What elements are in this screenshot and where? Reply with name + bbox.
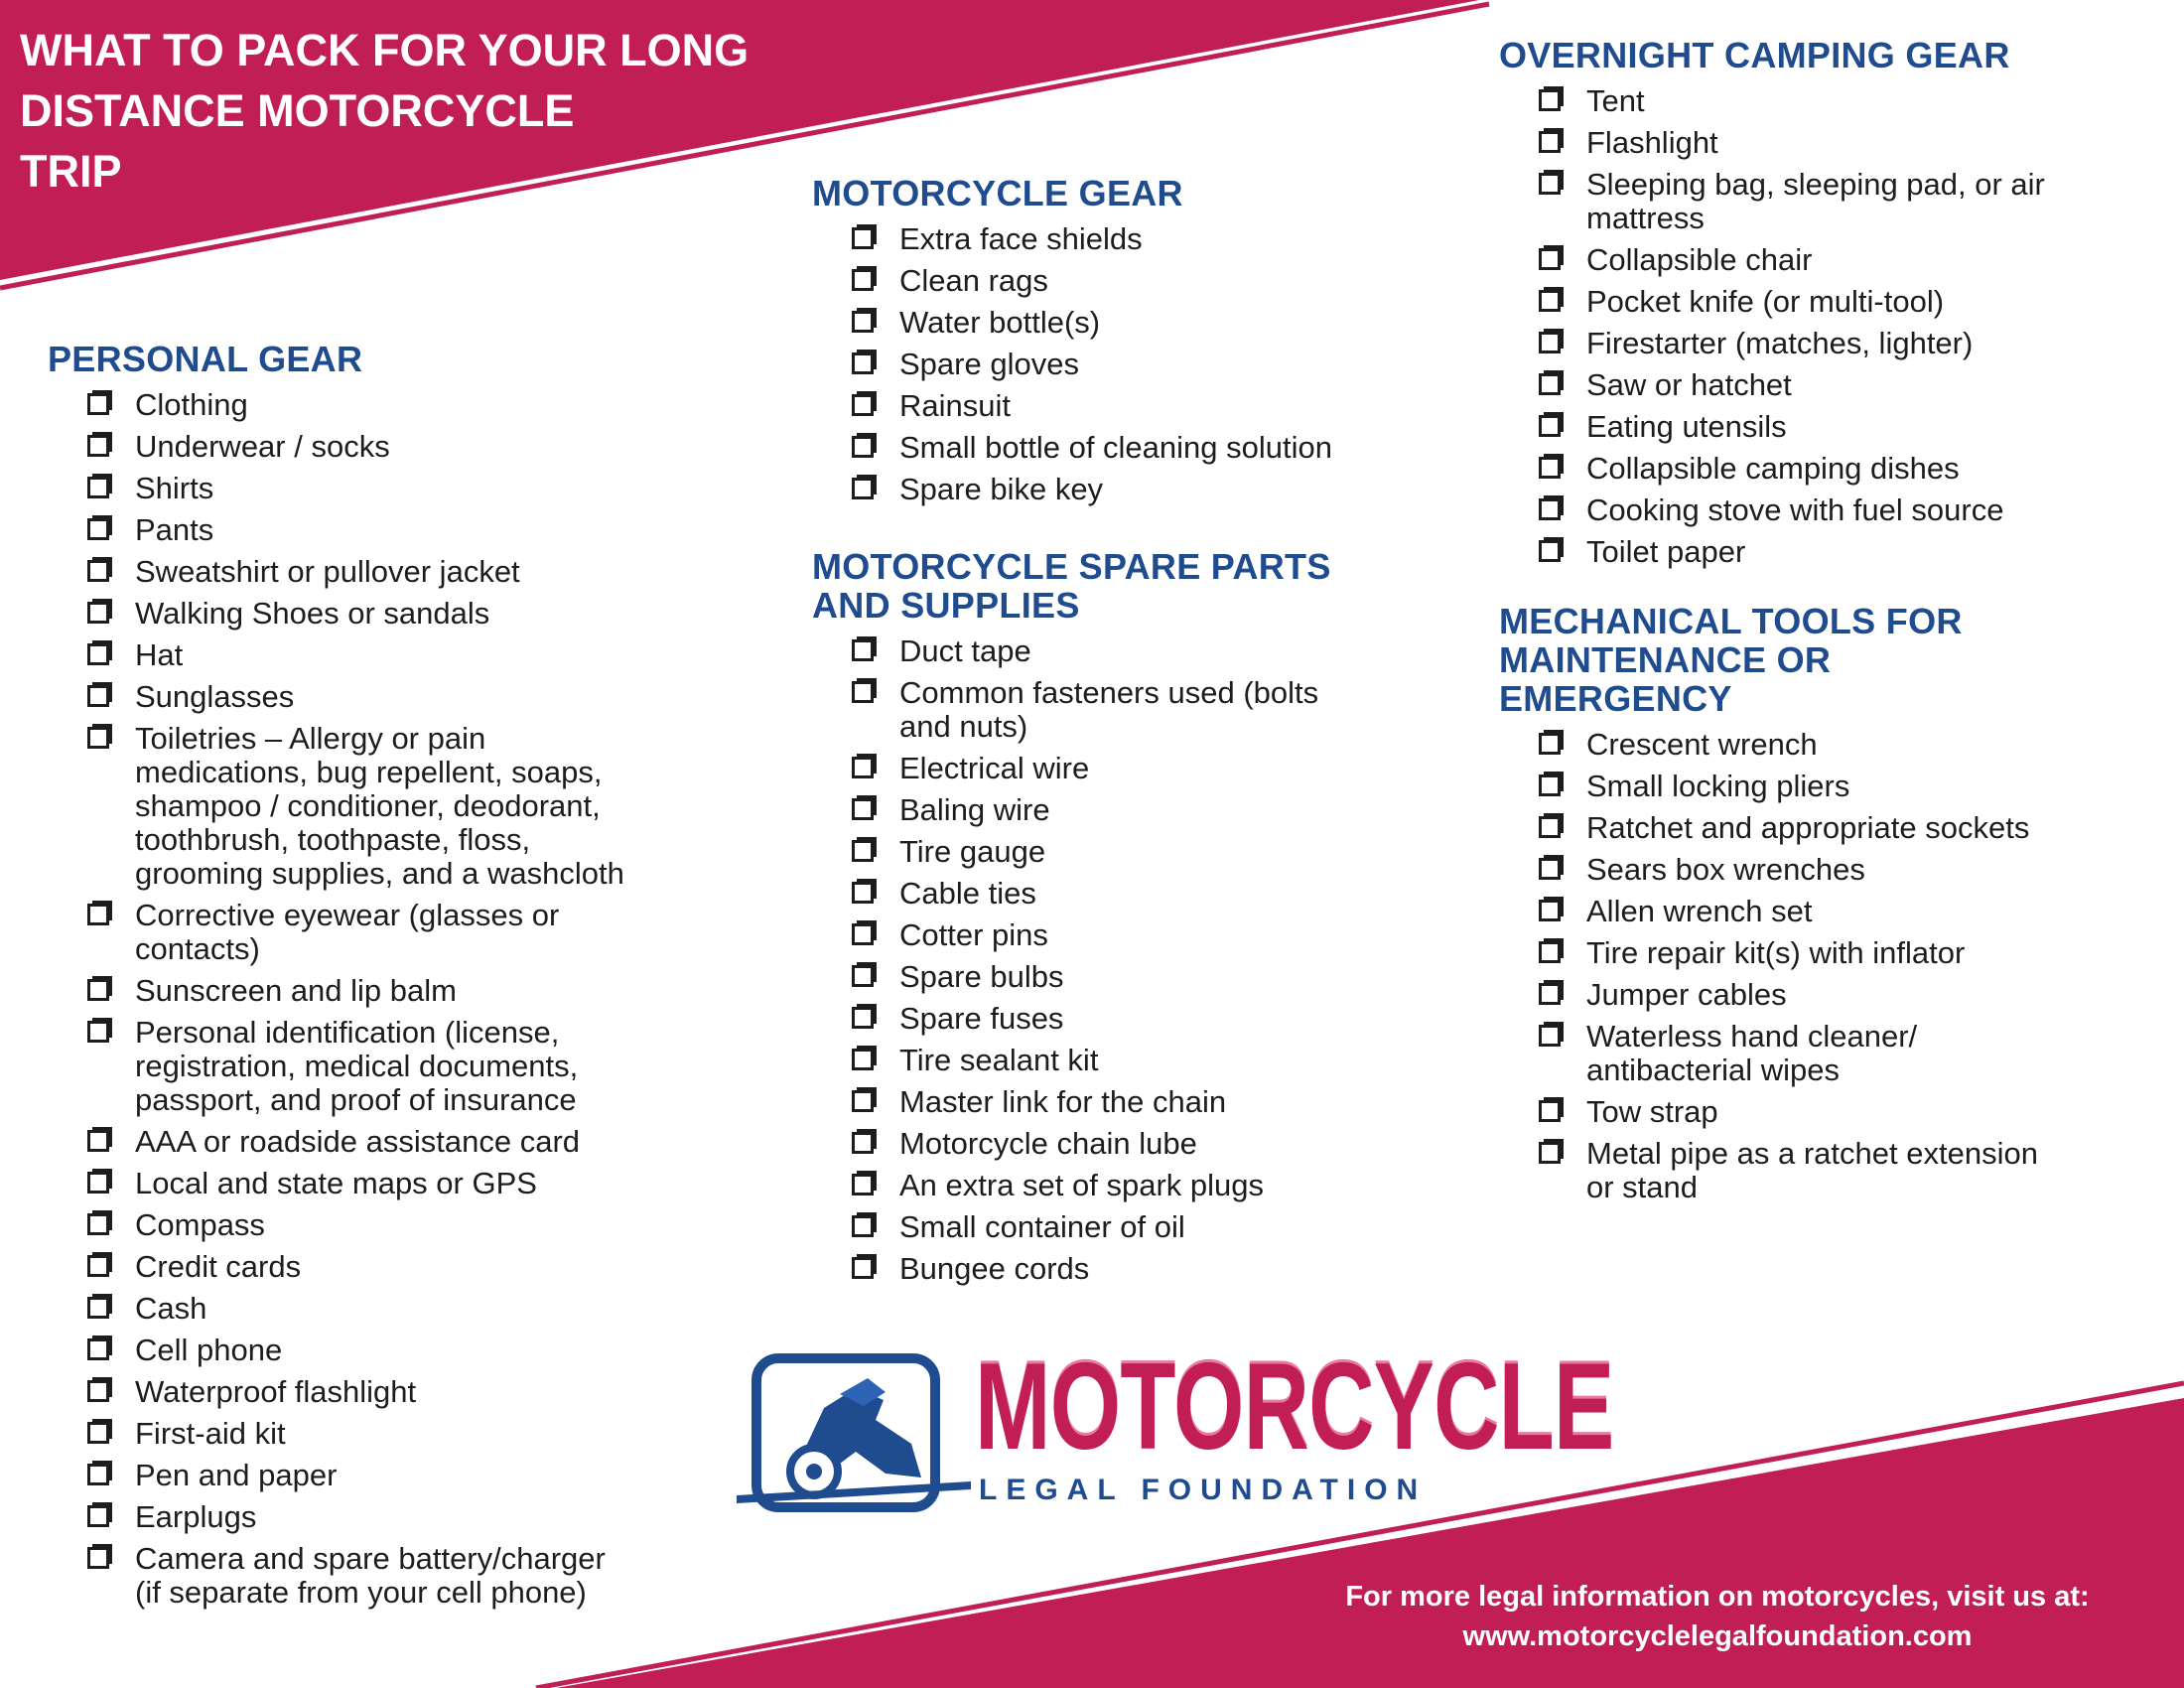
checklist-item-label: Sears box wrenches (1586, 852, 1865, 887)
section-heading-line: OVERNIGHT CAMPING GEAR (1499, 35, 2010, 75)
checkbox-icon[interactable] (87, 1172, 109, 1194)
brand-logo (737, 1338, 1614, 1517)
checklist-item (812, 918, 1408, 952)
checklist-item (1499, 126, 2154, 160)
checklist-item (48, 1208, 703, 1242)
checklist-item-label: Baling wire (899, 792, 1050, 827)
section-heading-line: MECHANICAL TOOLS FOR (1499, 601, 1963, 641)
checklist (1499, 84, 2154, 569)
checklist-item (812, 389, 1408, 423)
checkbox-icon[interactable] (852, 352, 874, 374)
checklist-item-label: Small locking pliers (1586, 769, 1850, 803)
checklist-item (48, 472, 703, 505)
checklist-item-label: First-aid kit (135, 1416, 286, 1451)
checklist-item-label: Shirts (135, 471, 214, 505)
checklist-item (1499, 84, 2154, 118)
checklist-item-label: antibacterial wipes (1586, 1053, 1841, 1087)
section-heading-line: MOTORCYCLE GEAR (812, 173, 1183, 213)
checkbox-icon[interactable] (852, 1174, 874, 1196)
checkbox-icon[interactable] (852, 1007, 874, 1029)
section-heading (812, 174, 1408, 212)
section-camping-gear (1499, 36, 2154, 577)
checklist-item-label: medications, bug repellent, soaps, (135, 755, 603, 789)
checkbox-icon[interactable] (1539, 1142, 1561, 1164)
checklist-item-label: An extra set of spark plugs (899, 1168, 1265, 1202)
checkbox-icon[interactable] (852, 1215, 874, 1237)
checklist-item-label: Sunglasses (135, 679, 295, 714)
checkbox-icon[interactable] (852, 1132, 874, 1154)
footer-url[interactable]: www.motorcyclelegalfoundation.com (1462, 1620, 1973, 1652)
checklist-item-label: Flashlight (1586, 125, 1718, 160)
checklist-item-label: Cell phone (135, 1333, 283, 1367)
checklist-item (48, 1250, 703, 1284)
checklist-item (1499, 535, 2154, 569)
checkbox-icon[interactable] (1539, 290, 1561, 312)
checklist-item-label: Extra face shields (899, 221, 1143, 256)
checkbox-icon[interactable] (852, 1257, 874, 1279)
checkbox-icon[interactable] (87, 1021, 109, 1043)
checklist-item (812, 1127, 1408, 1161)
checklist-item-label: Spare bulbs (899, 959, 1064, 994)
checklist-item-label: Local and state maps or GPS (135, 1166, 537, 1200)
checklist-item-label: Cash (135, 1291, 207, 1326)
checkbox-icon[interactable] (852, 394, 874, 416)
checklist-item-label: Tire gauge (899, 834, 1046, 869)
checklist-item-label: AAA or roadside assistance card (135, 1124, 581, 1159)
checkbox-icon[interactable] (1539, 858, 1561, 880)
checklist-item-label: toothbrush, toothpaste, floss, (135, 822, 531, 857)
checklist-item (48, 899, 703, 966)
checklist-item-label: Water bottle(s) (899, 305, 1101, 340)
checklist-item-label: Waterless hand cleaner/ (1586, 1019, 1918, 1054)
checkbox-icon[interactable] (87, 1380, 109, 1402)
checklist-item (812, 306, 1408, 340)
checkbox-icon[interactable] (1539, 1100, 1561, 1122)
checklist-item-label: Tire sealant kit (899, 1043, 1099, 1077)
checklist-item (1499, 811, 2154, 845)
checklist-item (1499, 770, 2154, 803)
checklist-item-label: mattress (1586, 201, 1705, 235)
checklist-item-label: Firestarter (matches, lighter) (1586, 326, 1974, 360)
checklist-item-label: and nuts) (899, 709, 1028, 744)
checkbox-icon[interactable] (1539, 498, 1561, 520)
checkbox-icon[interactable] (1539, 983, 1561, 1005)
checklist-item (1499, 327, 2154, 360)
checklist-item-label: Walking Shoes or sandals (135, 596, 490, 631)
checklist-item (812, 1169, 1408, 1202)
checklist-item-label: Pen and paper (135, 1458, 338, 1492)
checklist-item (812, 877, 1408, 911)
checkbox-icon[interactable] (1539, 248, 1561, 270)
checkbox-icon[interactable] (852, 478, 874, 499)
section-spare-parts (812, 547, 1408, 1294)
checklist-item (1499, 853, 2154, 887)
checklist-item-label: Rainsuit (899, 388, 1011, 423)
checklist-item (1499, 1020, 2154, 1087)
checkbox-icon[interactable] (87, 685, 109, 707)
checklist-item-label: Sleeping bag, sleeping pad, or air (1586, 167, 2045, 202)
checklist-item-label: or stand (1586, 1170, 1699, 1204)
checklist-item (1499, 978, 2154, 1012)
section-heading (1499, 602, 2154, 718)
checkbox-icon[interactable] (87, 904, 109, 925)
checklist-item (812, 1002, 1408, 1036)
checkbox-icon[interactable] (852, 965, 874, 987)
checklist-item-label: Metal pipe as a ratchet extension (1586, 1136, 2038, 1171)
checklist-item-label: Jumper cables (1586, 977, 1787, 1012)
section-heading (812, 547, 1408, 625)
checkbox-icon[interactable] (87, 1547, 109, 1569)
checklist-item (48, 388, 703, 422)
checkbox-icon[interactable] (87, 1505, 109, 1527)
checklist-item (812, 222, 1408, 256)
checklist-item (48, 1125, 703, 1159)
checkbox-icon[interactable] (1539, 816, 1561, 838)
checklist-item (812, 835, 1408, 869)
checklist-item (48, 1542, 703, 1610)
checklist-item-label: Ratchet and appropriate sockets (1586, 810, 2030, 845)
checkbox-icon[interactable] (852, 436, 874, 458)
checkbox-icon[interactable] (87, 393, 109, 415)
checklist-item-label: Collapsible chair (1586, 242, 1813, 277)
checklist-item-label: grooming supplies, and a washcloth (135, 856, 624, 891)
checkbox-icon[interactable] (87, 560, 109, 582)
checkbox-icon[interactable] (87, 643, 109, 665)
checklist-item (48, 1459, 703, 1492)
checklist-item-label: Allen wrench set (1586, 894, 1813, 928)
checklist-item (48, 1417, 703, 1451)
checkbox-icon[interactable] (852, 681, 874, 703)
checklist-item (812, 348, 1408, 381)
checklist-item-label: Cable ties (899, 876, 1036, 911)
checkbox-icon[interactable] (852, 923, 874, 945)
checklist-item (812, 1085, 1408, 1119)
checklist-item (48, 680, 703, 714)
checklist-item (812, 1044, 1408, 1077)
section-motorcycle-gear (812, 174, 1408, 514)
checklist-item-label: Pocket knife (or multi-tool) (1586, 284, 1945, 319)
section-heading (1499, 36, 2154, 74)
checklist-item (1499, 285, 2154, 319)
checkbox-icon[interactable] (1539, 332, 1561, 353)
checklist (48, 388, 703, 1610)
checklist-item (1499, 936, 2154, 970)
checklist-item (48, 555, 703, 589)
section-personal-gear (48, 340, 703, 1618)
checkbox-icon[interactable] (1539, 415, 1561, 437)
checklist-item-label: Spare fuses (899, 1001, 1064, 1036)
checklist-item-label: Cooking stove with fuel source (1586, 492, 2004, 527)
checklist-item (812, 793, 1408, 827)
checklist-item (48, 1167, 703, 1200)
checkbox-icon[interactable] (852, 227, 874, 249)
checklist-item-label: Tire repair kit(s) with inflator (1586, 935, 1966, 970)
checklist-item (48, 638, 703, 672)
checkbox-icon[interactable] (87, 1255, 109, 1277)
checklist-item-label: Motorcycle chain lube (899, 1126, 1197, 1161)
checklist-item (1499, 410, 2154, 444)
checklist-item-label: Saw or hatchet (1586, 367, 1792, 402)
checklist-item (48, 974, 703, 1008)
page-title-line: TRIP (20, 146, 122, 197)
checklist-item-label: Crescent wrench (1586, 727, 1818, 762)
checklist-item-label: Toilet paper (1586, 534, 1746, 569)
section-heading-line: AND SUPPLIES (812, 585, 1080, 626)
checklist (812, 222, 1408, 506)
checkbox-icon[interactable] (1539, 774, 1561, 796)
checkbox-icon[interactable] (852, 1090, 874, 1112)
logo-subtitle: LEGAL FOUNDATION (979, 1474, 1428, 1506)
checklist-item (48, 722, 703, 891)
checkbox-icon[interactable] (1539, 131, 1561, 153)
checkbox-icon[interactable] (87, 1422, 109, 1444)
motorcycle-rider-icon (737, 1348, 971, 1517)
checklist-item-label: Master link for the chain (899, 1084, 1227, 1119)
checklist-item (1499, 493, 2154, 527)
checklist-item-label: Camera and spare battery/charger (135, 1541, 606, 1576)
checkbox-icon[interactable] (1539, 941, 1561, 963)
section-heading (48, 340, 703, 378)
checklist-item-label: registration, medical documents, (135, 1049, 579, 1083)
checkbox-icon[interactable] (852, 1049, 874, 1070)
checklist-item (812, 1210, 1408, 1244)
checklist-item-label: Hat (135, 637, 184, 672)
checkbox-icon[interactable] (1539, 900, 1561, 921)
checkbox-icon[interactable] (87, 1297, 109, 1319)
checklist-item (48, 1016, 703, 1117)
checklist-item-label: Duct tape (899, 633, 1031, 668)
checklist-item (812, 473, 1408, 506)
checklist-item (1499, 1095, 2154, 1129)
checkbox-icon[interactable] (852, 757, 874, 778)
checkbox-icon[interactable] (1539, 1025, 1561, 1047)
checklist-item-label: Compass (135, 1207, 265, 1242)
checklist-item-label: Tent (1586, 83, 1645, 118)
checkbox-icon[interactable] (852, 269, 874, 291)
checkbox-icon[interactable] (87, 435, 109, 457)
checkbox-icon[interactable] (1539, 373, 1561, 395)
checklist-item (812, 1252, 1408, 1286)
checklist-item (48, 1500, 703, 1534)
checkbox-icon[interactable] (87, 1213, 109, 1235)
checklist-item-label: (if separate from your cell phone) (135, 1575, 587, 1610)
checklist-item (1499, 452, 2154, 486)
checklist-item (1499, 895, 2154, 928)
checklist-item (48, 513, 703, 547)
checkbox-icon[interactable] (1539, 89, 1561, 111)
checklist-item-label: passport, and proof of insurance (135, 1082, 577, 1117)
checkbox-icon[interactable] (852, 798, 874, 820)
checklist-item (812, 960, 1408, 994)
checklist-item-label: Corrective eyewear (glasses or (135, 898, 560, 932)
checklist-item-label: Clothing (135, 387, 248, 422)
checkbox-icon[interactable] (852, 882, 874, 904)
checklist-item (812, 431, 1408, 465)
checkbox-icon[interactable] (87, 477, 109, 498)
checkbox-icon[interactable] (87, 518, 109, 540)
checklist-item (48, 430, 703, 464)
checklist-item-label: Bungee cords (899, 1251, 1090, 1286)
checklist-item-label: Earplugs (135, 1499, 257, 1534)
checklist-item-label: Personal identification (license, (135, 1015, 560, 1050)
checklist-item-label: contacts) (135, 931, 260, 966)
section-heading-line: PERSONAL GEAR (48, 339, 363, 379)
checklist (1499, 728, 2154, 1204)
checklist-item (48, 1334, 703, 1367)
checklist-item-label: Small container of oil (899, 1209, 1185, 1244)
section-heading-line: EMERGENCY (1499, 678, 1732, 719)
checklist-item-label: Clean rags (899, 263, 1048, 298)
checklist-item-label: Sweatshirt or pullover jacket (135, 554, 520, 589)
checkbox-icon[interactable] (87, 1338, 109, 1360)
checklist-item-label: Cotter pins (899, 917, 1048, 952)
checklist-item-label: Tow strap (1586, 1094, 1718, 1129)
section-heading-line: MOTORCYCLE SPARE PARTS (812, 546, 1331, 587)
checklist-item-label: Credit cards (135, 1249, 302, 1284)
checkbox-icon[interactable] (1539, 733, 1561, 755)
checklist-item-label: Sunscreen and lip balm (135, 973, 457, 1008)
checkbox-icon[interactable] (87, 1130, 109, 1152)
page-title-line: WHAT TO PACK FOR YOUR LONG (20, 25, 750, 75)
checkbox-icon[interactable] (852, 639, 874, 661)
checklist-item-label: Eating utensils (1586, 409, 1787, 444)
checkbox-icon[interactable] (1539, 457, 1561, 479)
checklist-item (1499, 243, 2154, 277)
checkbox-icon[interactable] (87, 1464, 109, 1485)
checklist-item-label: Underwear / socks (135, 429, 390, 464)
checklist-item (812, 264, 1408, 298)
checklist-item (1499, 1137, 2154, 1204)
checklist-item (1499, 168, 2154, 235)
checklist-item-label: Pants (135, 512, 214, 547)
checklist-item (48, 1292, 703, 1326)
checkbox-icon[interactable] (1539, 173, 1561, 195)
checkbox-icon[interactable] (852, 311, 874, 333)
checklist-item (812, 676, 1408, 744)
page-title (20, 20, 814, 202)
checklist-item (812, 634, 1408, 668)
footer-line: For more legal information on motorcycles, visit us at: (1345, 1581, 2090, 1613)
section-heading-line: MAINTENANCE OR (1499, 639, 1832, 680)
checklist-item-label: Small bottle of cleaning solution (899, 430, 1332, 465)
footer-note (1271, 1577, 2164, 1656)
checklist-item-label: Common fasteners used (bolts (899, 675, 1319, 710)
checkbox-icon[interactable] (852, 840, 874, 862)
section-mechanical-tools (1499, 602, 2154, 1212)
logo-wordmark: MOTORCYCLE (975, 1338, 1614, 1476)
checklist-item-label: Spare gloves (899, 347, 1079, 381)
checklist-item (1499, 368, 2154, 402)
checklist-item-label: Waterproof flashlight (135, 1374, 417, 1409)
checklist-item (812, 752, 1408, 785)
checkbox-icon[interactable] (87, 979, 109, 1001)
checklist-item-label: Electrical wire (899, 751, 1090, 785)
checklist-item-label: Spare bike key (899, 472, 1104, 506)
checkbox-icon[interactable] (87, 727, 109, 749)
checklist-item-label: shampoo / conditioner, deodorant, (135, 788, 601, 823)
checkbox-icon[interactable] (1539, 540, 1561, 562)
checklist-item (48, 597, 703, 631)
checklist-item-label: Toiletries – Allergy or pain (135, 721, 486, 756)
checkbox-icon[interactable] (87, 602, 109, 624)
checklist-item (1499, 728, 2154, 762)
checklist (812, 634, 1408, 1286)
page-title-line: DISTANCE MOTORCYCLE (20, 85, 575, 136)
checklist-item-label: Collapsible camping dishes (1586, 451, 1960, 486)
checklist-item (48, 1375, 703, 1409)
